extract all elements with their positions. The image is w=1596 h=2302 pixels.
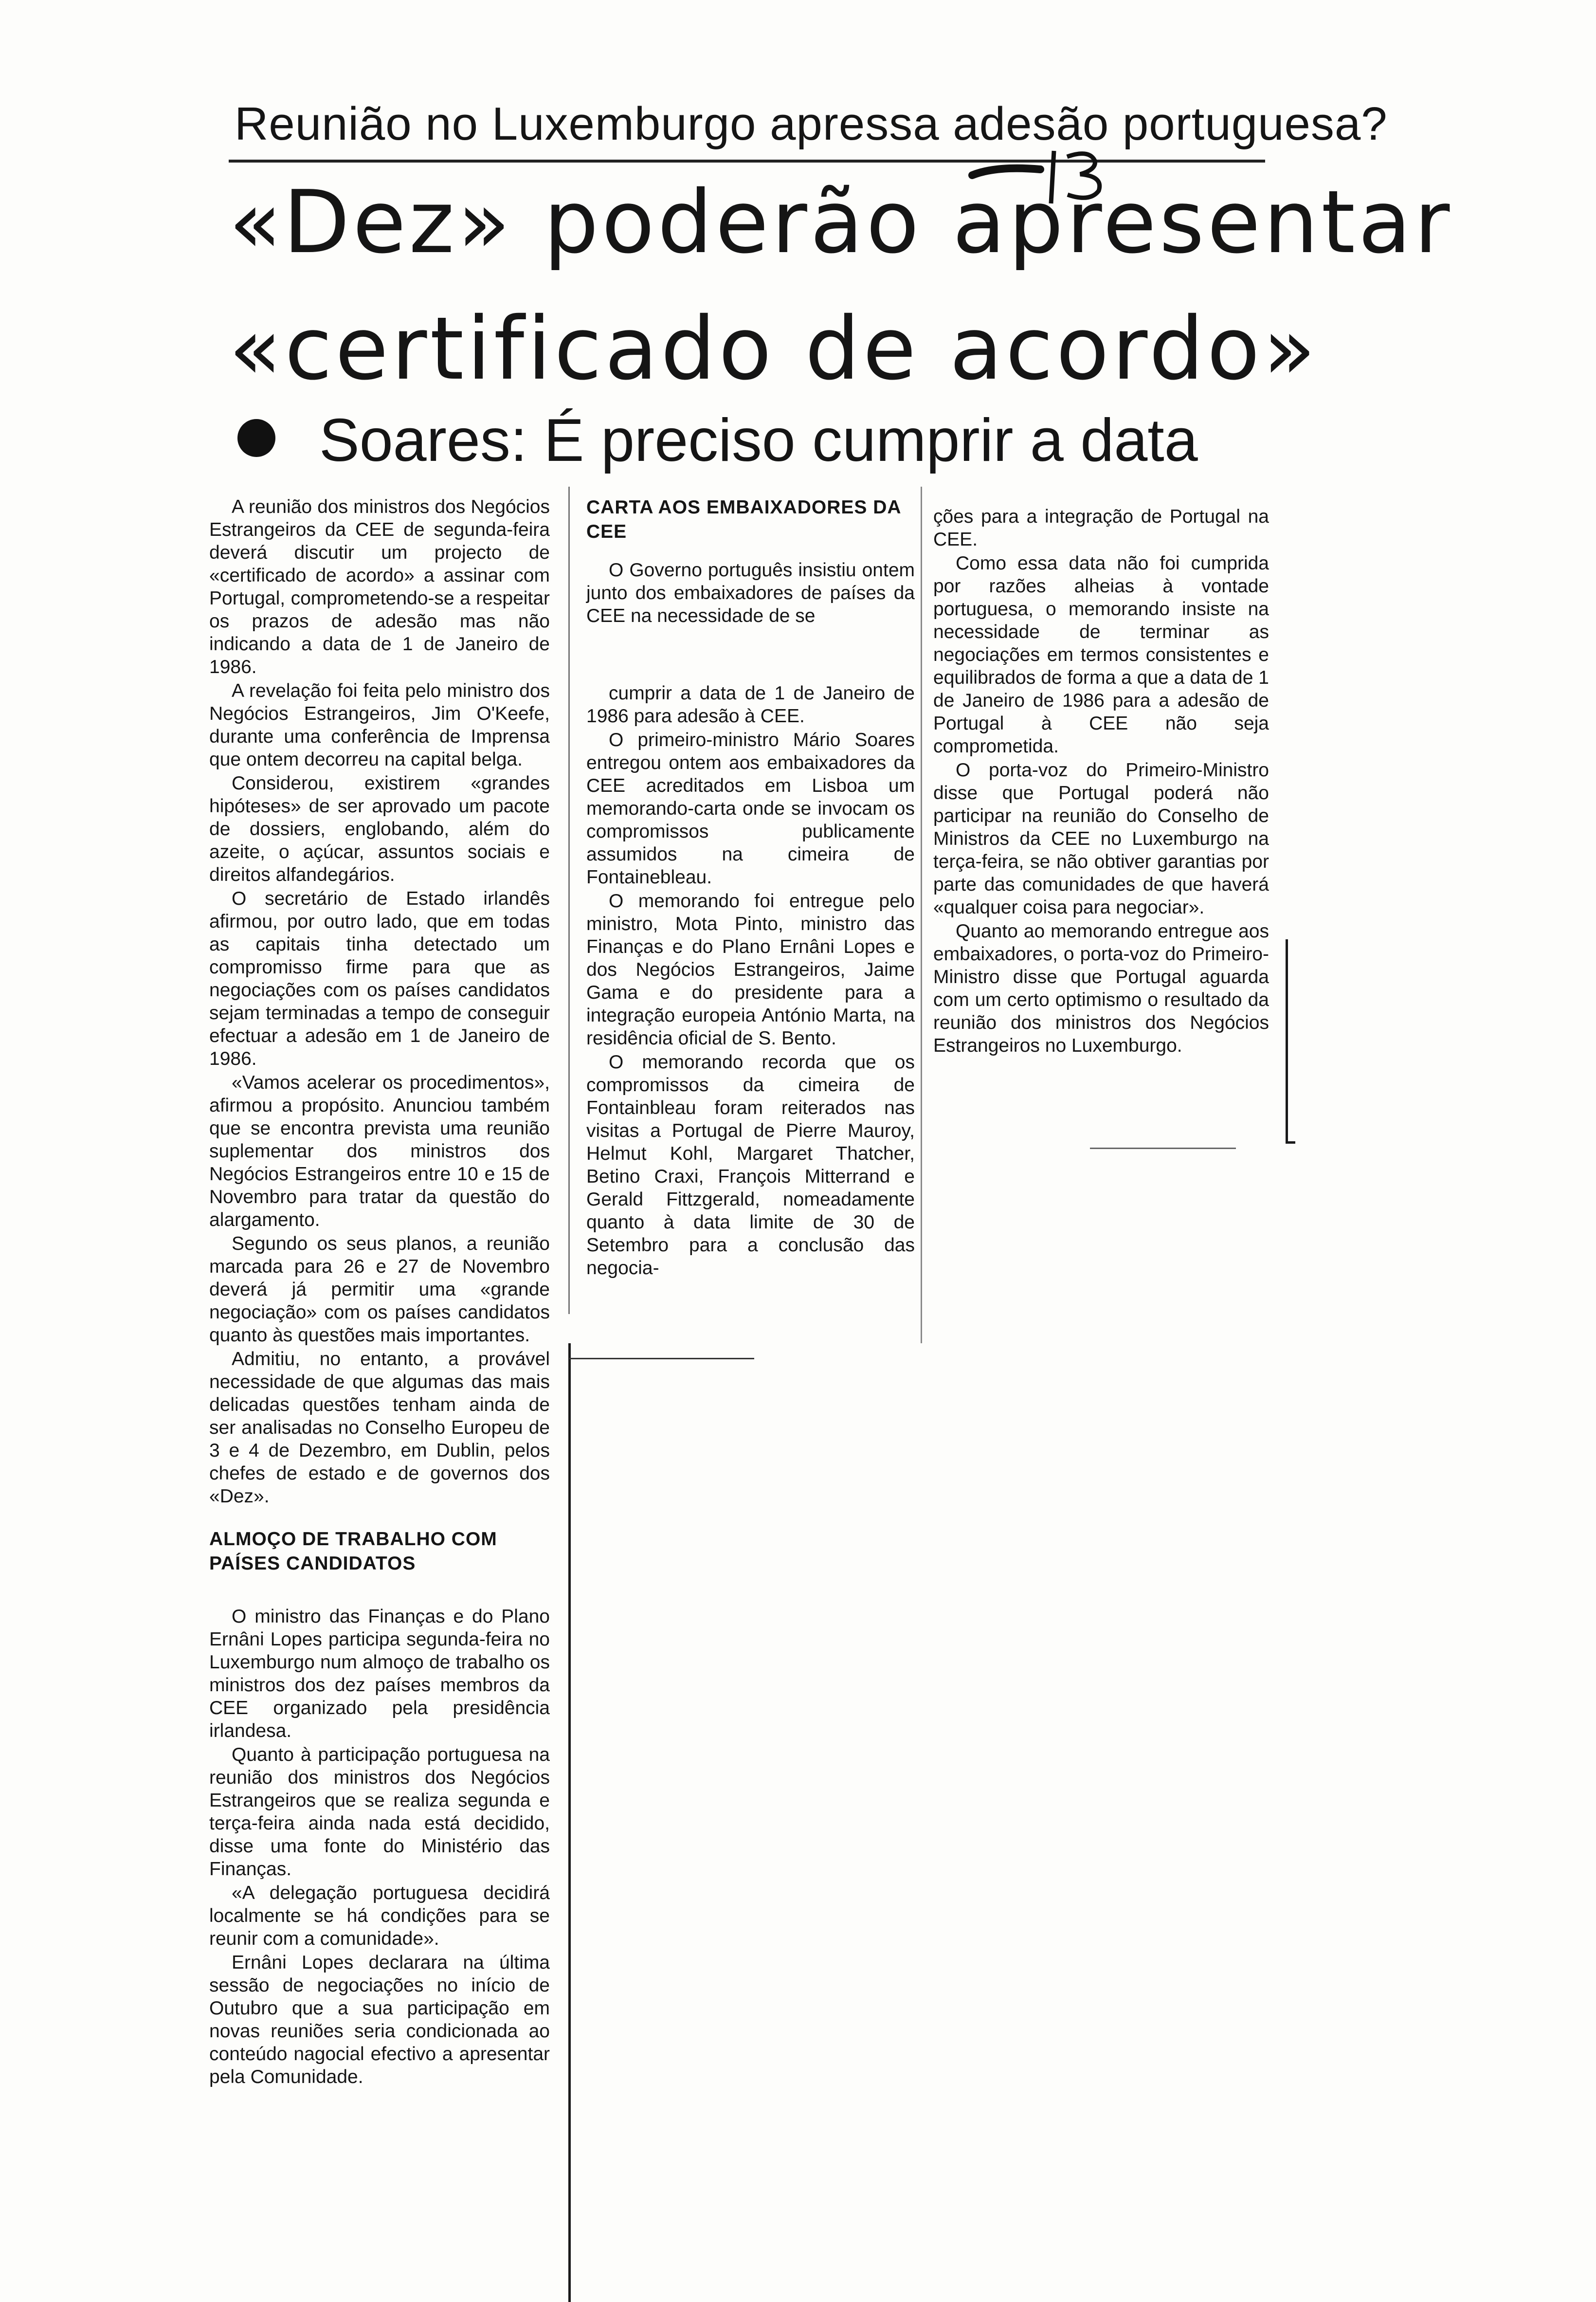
paragraph: O memorando recorda que os compromissos da cimeira de Fontainbleau foram reiterados nas visitas a Portugal de Pierre Mauroy, Helmut Kohl, Margaret Thatcher, Betino Craxi, François Mitterrand e Gerald Fittzgerald, nomeadamente quanto à data limite de 30 de Setembro para a conclusão das negocia- — [586, 1052, 915, 1279]
column-1 — [209, 495, 550, 2089]
paragraph: O ministro das Finanças e do Plano Ernâni Lopes participa segunda-feira no Luxemburgo num almoço de trabalho os ministros dos dez países membros da CEE organizado pela presidência irlandesa. — [209, 1606, 550, 1741]
paragraph: cumprir a data de 1 de Janeiro de 1986 para adesão à CEE. — [586, 683, 915, 727]
subheadline — [237, 404, 1279, 477]
paragraph: Segundo os seus planos, a reunião marcada para 26 e 27 de Novembro deverá já permitir uma «grande negociação» com os países candidatos quanto às questões mais importantes. — [209, 1233, 550, 1346]
column-divider — [568, 487, 570, 1314]
paragraph: A revelação foi feita pelo ministro dos Negócios Estrangeiros, Jim O'Keefe, durante uma conferência de Imprensa que ontem decorreu na capital belga. — [209, 680, 550, 770]
column-end-rule — [569, 1358, 754, 1359]
section-heading: CARTA AOS EMBAIXADORES DA CEE — [586, 497, 901, 542]
paragraph: Considerou, existirem «grandes hipóteses» de ser aprovado um pacote de dossiers, englobando, além do azeite, o açúcar, assuntos sociais e direitos alfandegários. — [209, 773, 550, 885]
paragraph: «Vamos acelerar os procedimentos», afirmou a propósito. Anunciou também que se encontra prevista uma reunião suplementar dos ministros dos Negócios Estrangeiros entre 10 e 15 de Novembro para tratar da questão do alargamento. — [209, 1072, 550, 1230]
paragraph: Como essa data não foi cumprida por razões alheias à vontade portuguesa, o memorando insiste na necessidade de terminar as negociações em termos consistentes e equilibrados de forma a que a data de 1 de Janeiro de 1986 para a adesão de Portugal à CEE não seja comprometida. — [933, 553, 1269, 757]
headline-line-1: «Dez» poderão apresentar — [229, 172, 1453, 273]
paragraph: Ernâni Lopes declarara na última sessão de negociações no início de Outubro que a sua participação em novas reuniões seria condicionada ao conteúdo nagocial efectivo a apresentar pela Comunidade. — [209, 1952, 550, 2087]
kicker: Reunião no Luxemburgo apressa adesão portuguesa? — [235, 98, 1388, 150]
column-end-rule — [1090, 1148, 1236, 1149]
headline-line-2: «certificado de acordo» — [229, 298, 1319, 399]
paragraph: Admitiu, no entanto, a provável necessidade de que algumas das mais delicadas questões tenham ainda de ser analisadas no Conselho Europeu de 3 e 4 de Dezembro, em Dublin, pelos chefes de estado e de governos dos «Dez». — [209, 1349, 550, 1507]
paragraph: Quanto ao memorando entregue aos embaixadores, o porta-voz do Primeiro-Ministro disse que Portugal aguarda com um certo optimismo o resultado da reunião dos ministros dos Negócios Estrangeiros no Luxemburgo. — [933, 921, 1269, 1056]
paragraph: O secretário de Estado irlandês afirmou, por outro lado, que em todas as capitais tinha detectado um compromisso firme para que as negociações com os países candidatos sejam terminadas a tempo de conseguir efectuar a adesão em 1 de Janeiro de 1986. — [209, 888, 550, 1069]
section-heading: ALMOÇO DE TRABALHO COM PAÍSES CANDIDATOS — [209, 1529, 497, 1574]
subheadline-text: Soares: É preciso cumprir a data — [319, 407, 1198, 474]
column-corner-rule — [1286, 1141, 1295, 1144]
column-2 — [586, 495, 915, 1280]
column-gap — [586, 628, 915, 682]
paragraph: O primeiro-ministro Mário Soares entregou ontem aos embaixadores da CEE acreditados em Lisboa um memorando-carta onde se invocam os compromissos publicamente assumidos na cimeira de Fontainebleau. — [586, 730, 915, 888]
column-3 — [933, 505, 1269, 1058]
paragraph: O porta-voz do Primeiro-Ministro disse que Portugal poderá não participar na reunião do Conselho de Ministros da CEE no Luxemburgo na terça-feira, se não obtiver garantias por parte das comunidades de que haverá «qualquer coisa para negociar». — [933, 760, 1269, 918]
paragraph: Quanto à participação portuguesa na reunião dos ministros dos Negócios Estrangeiros que se realiza segunda e terça-feira ainda nada está decidido, disse uma fonte do Ministério das Finanças. — [209, 1744, 550, 1880]
column-divider — [921, 487, 922, 1343]
paragraph: O Governo português insistiu ontem junto dos embaixadores de países da CEE na necessidade de se — [586, 560, 915, 626]
bullet-icon — [237, 419, 275, 457]
paragraph: «A delegação portuguesa decidirá localmente se há condições para se reunir com a comunidade». — [209, 1882, 550, 1949]
paragraph: ções para a integração de Portugal na CEE. — [933, 506, 1269, 550]
column-divider — [568, 1343, 571, 2302]
column-divider — [1286, 939, 1288, 1144]
paragraph: O memorando foi entregue pelo ministro, Mota Pinto, ministro das Finanças e do Plano Ernâni Lopes e dos Negócios Estrangeiros, Jaime Gama e do presidente para a integração europeia António Marta, na residência oficial de S. Bento. — [586, 891, 915, 1049]
paragraph: A reunião dos ministros dos Negócios Estrangeiros da CEE de segunda-feira deverá discutir um projecto de «certificado de acordo» a assinar com Portugal, comprometendo-se a respeitar os prazos de adesão mas não indicando a data de 1 de Janeiro de 1986. — [209, 496, 550, 677]
